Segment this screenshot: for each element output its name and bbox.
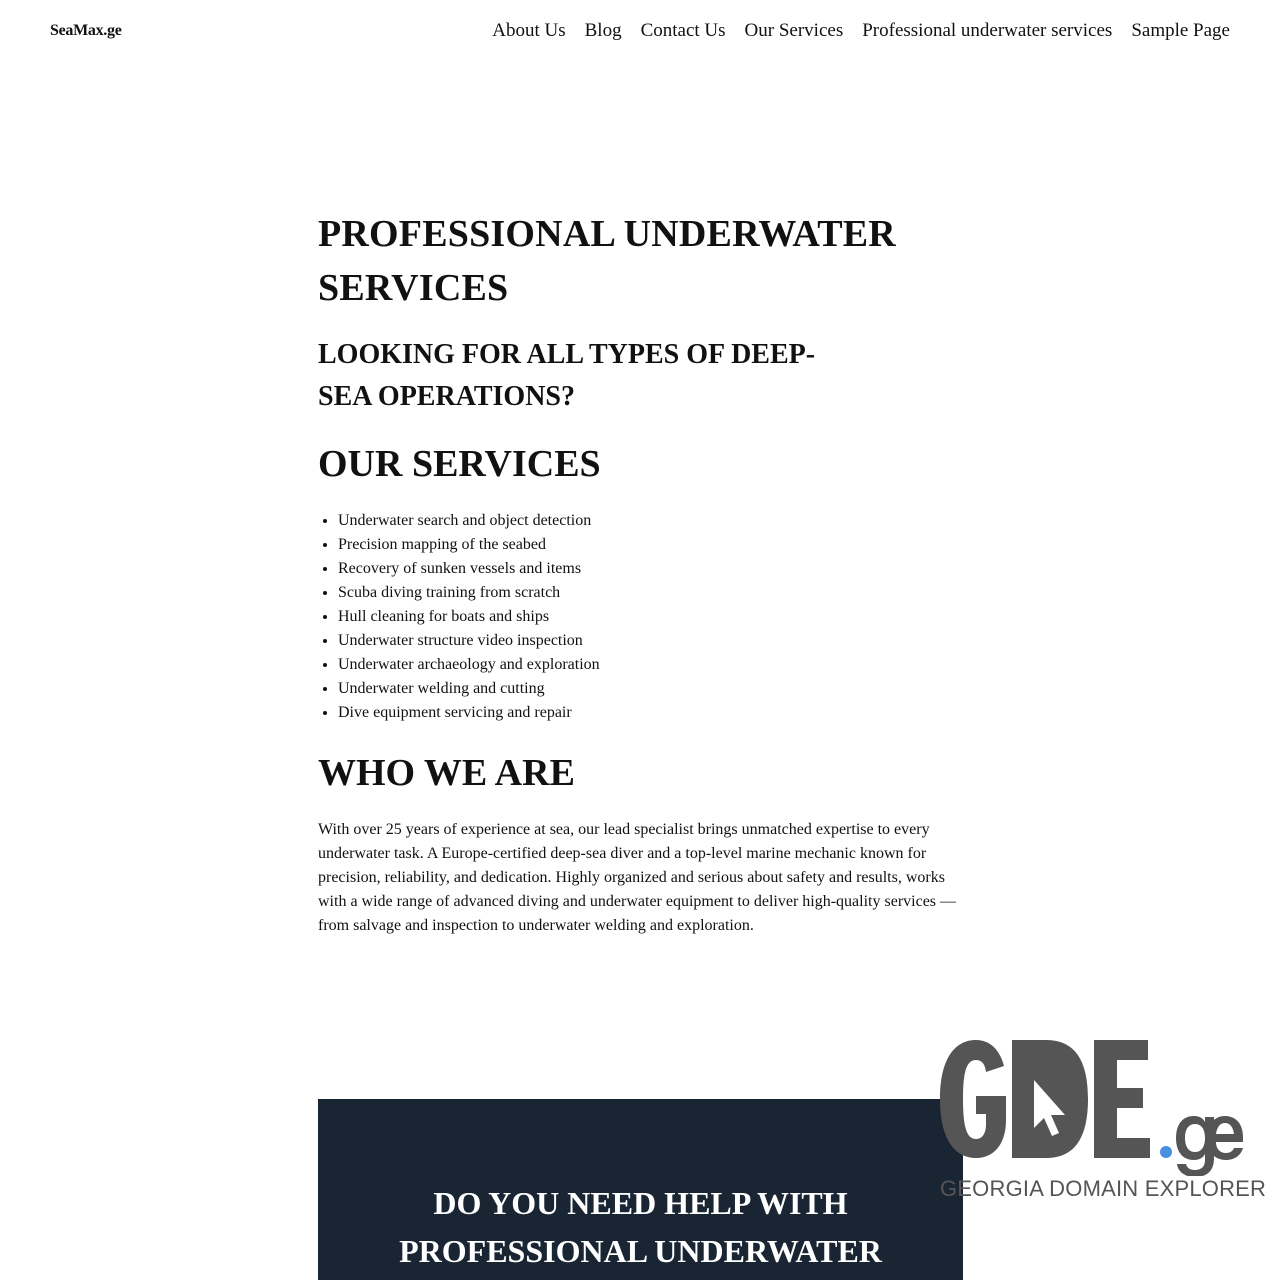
list-item: • Recovery of sunken vessels and items [338, 557, 600, 581]
list-item: • Precision mapping of the seabed [338, 533, 600, 557]
cta-title: DO YOU NEED HELP WITH PROFESSIONAL UNDERWATER [399, 1185, 882, 1269]
cta-banner [318, 1099, 963, 1280]
list-item: • Underwater welding and cutting [338, 677, 600, 701]
services-heading: OUR SERVICES [318, 443, 601, 485]
who-we-are-text: With over 25 years of experience at sea, our lead specialist brings unmatched expertise to every underwater task. A Europe-certified deep-sea diver and a top-level marine mechanic known for precision, reliability, and dedication. Highly organized and serious about safety and results, works with a wide range of advanced diving and underwater equipment to deliver high-quality services — from salvage and inspection to underwater welding and exploration. [318, 821, 957, 934]
site-title-link[interactable]: SeaMax.ge [50, 22, 122, 39]
nav-item-blog[interactable]: Blog [584, 20, 622, 41]
list-item: • Scuba diving training from scratch [338, 581, 600, 605]
page-subtitle: LOOKING FOR ALL TYPES OF DEEP-SEA OPERATIONS? [318, 339, 816, 412]
list-item: • Underwater archaeology and exploration [338, 653, 600, 677]
services-list [318, 509, 600, 725]
gde-caption: GEORGIA DOMAIN EXPLORER [940, 1176, 1267, 1201]
list-item: • Underwater search and object detection [338, 509, 600, 533]
nav-item-about-us[interactable]: About Us [492, 20, 566, 41]
main-nav [492, 20, 1230, 42]
list-item: • Hull cleaning for boats and ships [338, 605, 600, 629]
gde-watermark-logo [938, 1036, 1267, 1204]
nav-item-professional-underwater-services[interactable]: Professional underwater services [862, 20, 1113, 41]
list-item: • Underwater structure video inspection [338, 629, 600, 653]
page-title: PROFESSIONAL UNDERWATER SERVICES [318, 213, 896, 309]
list-item: • Dive equipment servicing and repair [338, 701, 600, 725]
nav-item-our-services[interactable]: Our Services [744, 20, 844, 41]
gde-logo-mark [938, 1036, 1243, 1176]
who-we-are-heading: WHO WE ARE [318, 752, 575, 794]
site-header [0, 0, 1280, 66]
nav-item-sample-page[interactable]: Sample Page [1131, 20, 1230, 41]
nav-item-contact-us[interactable]: Contact Us [640, 20, 726, 41]
